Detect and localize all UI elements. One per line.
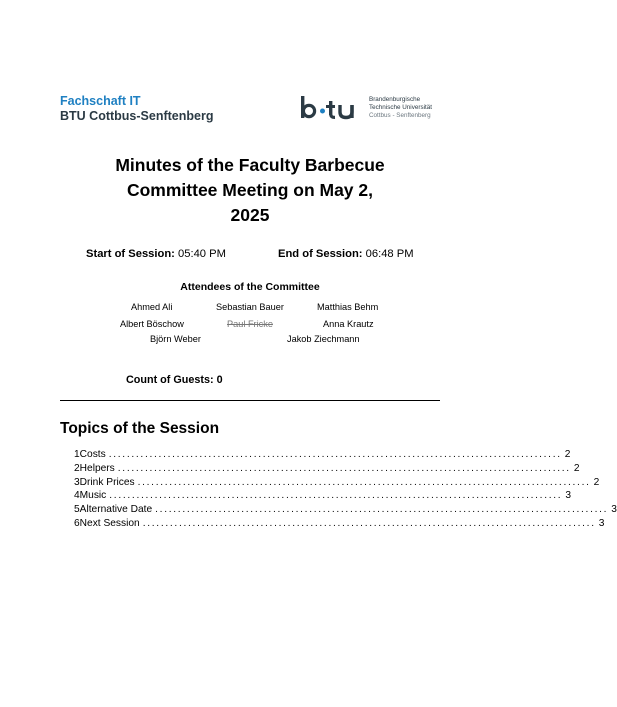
toc-entry-page: 3	[611, 504, 617, 516]
toc-entry-number: 5	[74, 504, 80, 516]
toc-leader-dots: ....................................................................................................	[109, 490, 563, 502]
table-of-contents	[74, 449, 617, 532]
fachschaft-logo-line2: BTU Cottbus-Senftenberg	[60, 109, 214, 123]
session-end-label: End of Session:	[278, 248, 363, 260]
toc-entry-number: 3	[74, 476, 80, 488]
guest-count	[126, 374, 223, 386]
btu-logo-text-line3: Cottbus - Senftenberg	[369, 112, 431, 119]
toc-entry-label: Drink Prices	[79, 476, 135, 488]
guest-count-label: Count of Guests:	[126, 374, 214, 386]
btu-logo-text	[369, 96, 432, 120]
toc-leader-dots: ....................................................................................................	[142, 517, 596, 529]
toc-entry-page: 2	[564, 449, 571, 460]
attendees-heading: Attendees of the Committee	[180, 281, 320, 293]
page-title-line: Committee Meeting on May 2,	[126, 180, 373, 200]
toc-leader-dots: ....................................................................................................	[108, 449, 562, 460]
fachschaft-logo-line1: Fachschaft IT	[60, 94, 141, 108]
toc-leader-dots: ....................................................................................................	[117, 462, 571, 474]
toc-leader-dots: ....................................................................................................	[155, 504, 609, 516]
section-divider	[60, 400, 440, 401]
session-end	[278, 248, 414, 260]
toc-entry-label: Helpers	[79, 462, 115, 474]
btu-logo	[299, 94, 449, 124]
toc-entry-label: Alternative Date	[79, 504, 153, 516]
toc-entry-number: 4	[74, 490, 80, 502]
attendee-name: Anna Krautz	[323, 319, 374, 329]
btu-logo-mark-icon	[299, 95, 361, 121]
toc-entry-page: 2	[573, 462, 580, 474]
attendee-name: Björn Weber	[150, 334, 201, 344]
attendee-name: Matthias Behm	[317, 302, 379, 312]
toc-entry[interactable]	[74, 449, 571, 463]
attendee-name: Jakob Ziechmann	[287, 334, 360, 344]
toc-entry[interactable]	[74, 490, 571, 504]
toc-entry[interactable]	[74, 504, 617, 518]
toc-entry-label: Next Session	[79, 517, 140, 529]
page-title	[60, 153, 440, 228]
toc-entry[interactable]	[74, 476, 600, 491]
page-title-line: Minutes of the Faculty Barbecue	[115, 155, 385, 175]
toc-entry-page: 3	[565, 490, 571, 502]
attendee-name: Albert Böschow	[120, 319, 184, 329]
attendee-name-struck: Paul Fricke	[227, 319, 273, 329]
toc-entry-label: Music	[79, 490, 107, 502]
page-title-line: 2025	[230, 205, 270, 225]
guest-count-value: 0	[216, 374, 223, 386]
toc-leader-dots: ....................................................................................................	[137, 476, 591, 488]
toc-entry-page: 2	[593, 476, 600, 488]
toc-entry[interactable]	[74, 517, 605, 532]
toc-entry-number: 2	[74, 462, 80, 474]
session-start-value: 05:40 PM	[178, 248, 226, 260]
session-end-value: 06:48 PM	[365, 248, 414, 260]
toc-entry-page: 3	[598, 517, 605, 529]
fachschaft-logo	[60, 94, 213, 124]
topics-heading: Topics of the Session	[60, 420, 220, 437]
toc-entry-number: 1	[74, 449, 80, 460]
attendee-name: Ahmed Ali	[131, 302, 173, 312]
toc-entry-number: 6	[74, 517, 80, 529]
session-start	[86, 248, 226, 260]
btu-logo-text-line2: Technische Universität	[369, 104, 432, 111]
attendee-name: Sebastian Bauer	[216, 302, 284, 312]
btu-logo-text-line1: Brandenburgische	[369, 96, 421, 103]
session-start-label: Start of Session:	[86, 248, 175, 260]
toc-entry-label: Costs	[79, 449, 106, 460]
toc-entry[interactable]	[74, 462, 580, 477]
